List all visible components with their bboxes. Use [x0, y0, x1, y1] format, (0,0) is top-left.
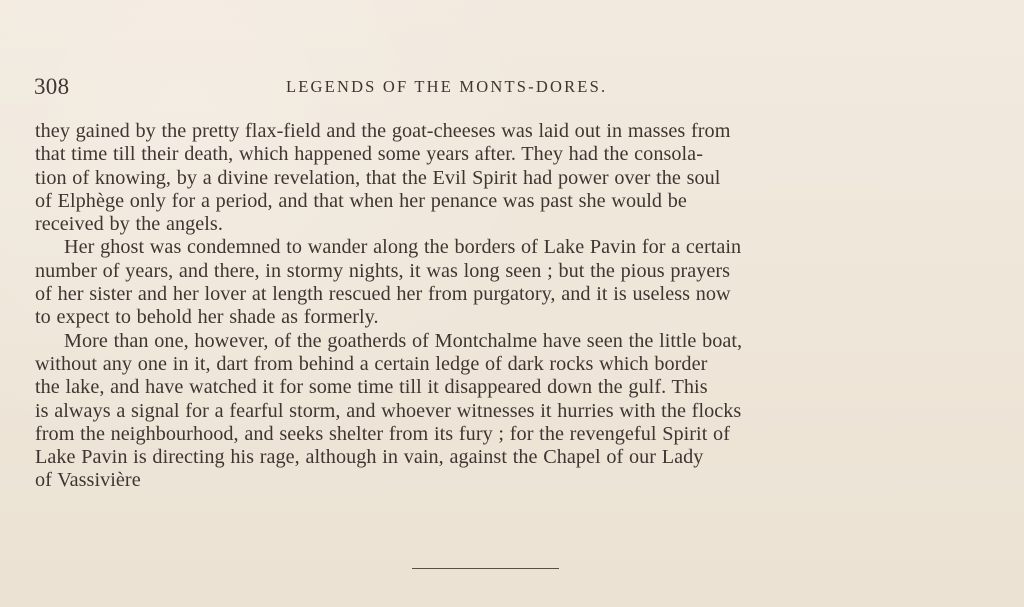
text-line-10: More than one, however, of the goatherds of Montchalme have seen the little boat, — [64, 329, 743, 352]
text-line-9: to expect to behold her shade as formerly. — [35, 306, 379, 329]
running-title: LEGENDS OF THE MONTS-DORES. — [286, 77, 608, 96]
body-text — [35, 120, 975, 493]
text-line-4: of Elphège only for a period, and that when her penance was past she would be — [35, 189, 687, 212]
text-line-2: that time till their death, which happened some years after. They had the consola- — [35, 143, 703, 166]
text-line-11: without any one in it, dart from behind a certain ledge of dark rocks which border — [35, 352, 708, 375]
text-line-7: number of years, and there, in stormy nights, it was long seen ; but the pious prayers — [35, 259, 731, 282]
text-line-13: is always a signal for a fearful storm, and whoever witnesses it hurries with the flocks — [35, 399, 742, 422]
text-line-14: from the neighbourhood, and seeks shelter from its fury ; for the revengeful Spirit of — [35, 422, 730, 445]
text-line-6: Her ghost was condemned to wander along the borders of Lake Pavin for a certain — [64, 236, 742, 259]
text-line-12: the lake, and have watched it for some time till it disappeared down the gulf. This — [35, 376, 708, 399]
text-line-15: Lake Pavin is directing his rage, although in vain, against the Chapel of our Lady — [35, 446, 704, 469]
text-line-5: received by the angels. — [35, 213, 223, 236]
text-line-1: they gained by the pretty flax-field and the goat-cheeses was laid out in masses from — [35, 120, 731, 142]
page-header — [34, 73, 974, 101]
page-number: 308 — [34, 74, 70, 99]
text-line-8: of her sister and her lover at length rescued her from purgatory, and it is useless now — [35, 283, 731, 306]
text-line-3: tion of knowing, by a divine revelation, that the Evil Spirit had power over the soul — [35, 166, 721, 189]
text-line-16: of Vassivière — [35, 469, 141, 492]
section-rule — [412, 568, 559, 569]
